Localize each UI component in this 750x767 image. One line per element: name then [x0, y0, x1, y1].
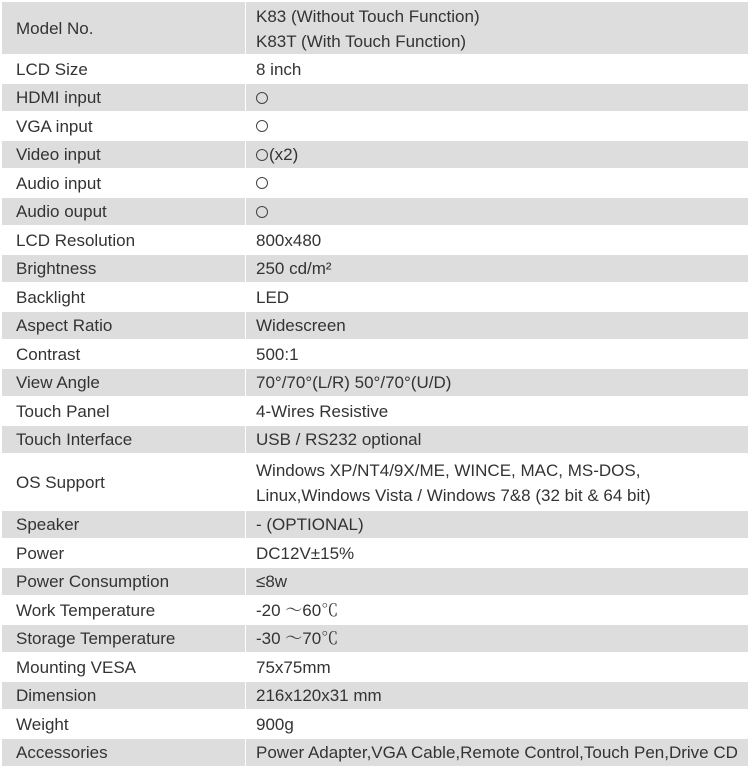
- row-value: [246, 198, 749, 226]
- row-brightness: [2, 255, 749, 283]
- row-label: Touch Interface: [2, 426, 246, 454]
- row-label: LCD Size: [2, 55, 246, 84]
- row-label: Power: [2, 539, 246, 568]
- row-value: [246, 112, 749, 141]
- row-label: Backlight: [2, 283, 246, 312]
- row-value: Widescreen: [246, 312, 749, 340]
- row-model-no: [2, 2, 749, 55]
- row-label: LCD Resolution: [2, 226, 246, 255]
- row-value: Power Adapter,VGA Cable,Remote Control,Touch Pen,Drive CD: [246, 739, 749, 767]
- spec-table: [1, 1, 749, 767]
- row-value: [246, 84, 749, 112]
- row-value: 8 inch: [246, 55, 749, 84]
- row-lcd-resolution: [2, 226, 749, 255]
- row-value: 4-Wires Resistive: [246, 397, 749, 426]
- row-label: Model No.: [2, 2, 246, 55]
- row-label: Contrast: [2, 340, 246, 369]
- row-value: DC12V±15%: [246, 539, 749, 568]
- circle-icon: [256, 177, 268, 189]
- row-value: 800x480: [246, 226, 749, 255]
- row-label: VGA input: [2, 112, 246, 141]
- row-value: [246, 2, 749, 55]
- row-hdmi-input: [2, 84, 749, 112]
- row-aspect-ratio: [2, 312, 749, 340]
- row-label: Brightness: [2, 255, 246, 283]
- row-value: ≤8w: [246, 568, 749, 596]
- row-video-input: [2, 141, 749, 169]
- row-weight: [2, 710, 749, 739]
- value-line: Windows XP/NT4/9X/ME, WINCE, MAC, MS-DOS,: [256, 460, 641, 480]
- row-label: Storage Temperature: [2, 625, 246, 653]
- row-storage-temperature: [2, 625, 749, 653]
- row-value: -20 ～60℃: [246, 596, 749, 625]
- row-label: Aspect Ratio: [2, 312, 246, 340]
- row-work-temperature: [2, 596, 749, 625]
- row-value: [246, 169, 749, 198]
- value-line: K83T (With Touch Function): [256, 31, 467, 51]
- row-speaker: [2, 511, 749, 539]
- value-text: (x2): [269, 145, 299, 164]
- row-audio-input: [2, 169, 749, 198]
- row-vga-input: [2, 112, 749, 141]
- row-value: 216x120x31 mm: [246, 682, 749, 710]
- row-label: Dimension: [2, 682, 246, 710]
- row-touch-panel: [2, 397, 749, 426]
- row-label: Work Temperature: [2, 596, 246, 625]
- row-contrast: [2, 340, 749, 369]
- row-value: 70°/70°(L/R) 50°/70°(U/D): [246, 369, 749, 397]
- row-dimension: [2, 682, 749, 710]
- row-value: 500:1: [246, 340, 749, 369]
- row-value: 250 cd/m²: [246, 255, 749, 283]
- row-accessories: [2, 739, 749, 767]
- row-label: Touch Panel: [2, 397, 246, 426]
- row-lcd-size: [2, 55, 749, 84]
- row-value: 75x75mm: [246, 653, 749, 682]
- row-label: OS Support: [2, 454, 246, 511]
- row-value: USB / RS232 optional: [246, 426, 749, 454]
- circle-icon: [256, 120, 268, 132]
- row-label: View Angle: [2, 369, 246, 397]
- circle-icon: [256, 149, 268, 161]
- row-label: Weight: [2, 710, 246, 739]
- row-backlight: [2, 283, 749, 312]
- row-power-consumption: [2, 568, 749, 596]
- row-label: Power Consumption: [2, 568, 246, 596]
- row-power: [2, 539, 749, 568]
- value-line: Linux,Windows Vista / Windows 7&8 (32 bit & 64 bit): [256, 485, 651, 505]
- row-view-angle: [2, 369, 749, 397]
- row-touch-interface: [2, 426, 749, 454]
- row-audio-output: [2, 198, 749, 226]
- row-label: Mounting VESA: [2, 653, 246, 682]
- row-value: LED: [246, 283, 749, 312]
- row-os-support: [2, 454, 749, 511]
- row-label: Video input: [2, 141, 246, 169]
- circle-icon: [256, 92, 268, 104]
- row-label: Accessories: [2, 739, 246, 767]
- value-line: K83 (Without Touch Function): [256, 6, 480, 26]
- row-value: - (OPTIONAL): [246, 511, 749, 539]
- circle-icon: [256, 206, 268, 218]
- row-label: Audio input: [2, 169, 246, 198]
- row-value: [246, 141, 749, 169]
- row-value: 900g: [246, 710, 749, 739]
- row-mounting-vesa: [2, 653, 749, 682]
- row-label: HDMI input: [2, 84, 246, 112]
- row-label: Audio ouput: [2, 198, 246, 226]
- row-label: Speaker: [2, 511, 246, 539]
- row-value: [246, 454, 749, 511]
- row-value: -30 ～70℃: [246, 625, 749, 653]
